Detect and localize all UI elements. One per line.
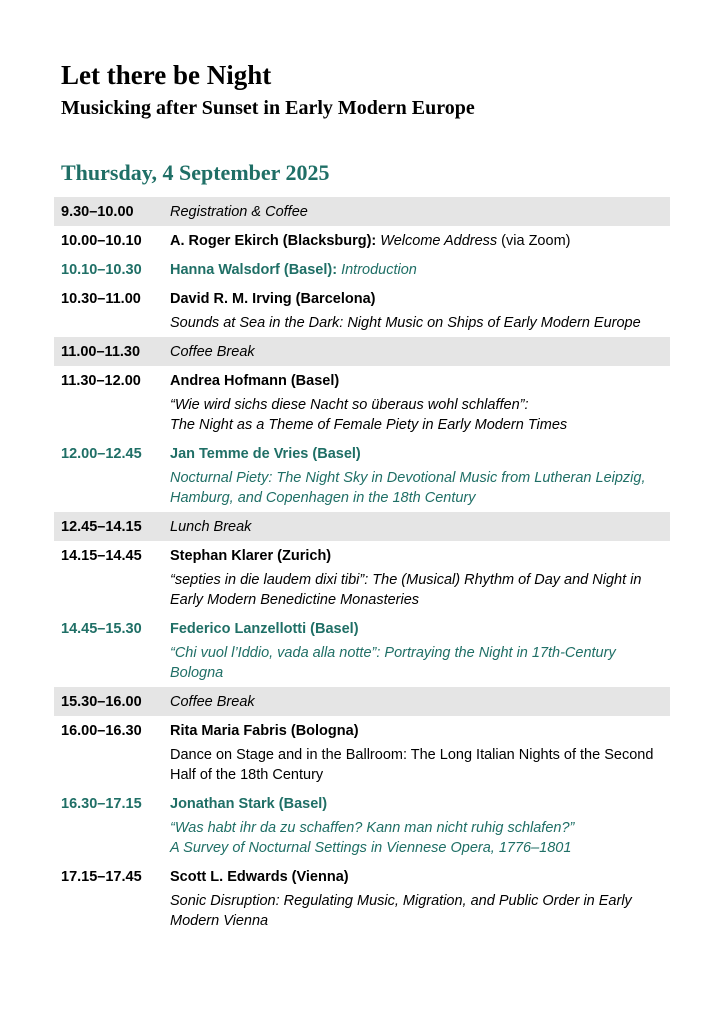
talk-title <box>170 313 664 333</box>
session-time: 11.30–12.00 <box>61 373 141 389</box>
session-details <box>170 517 664 537</box>
schedule-row <box>54 226 670 255</box>
session-time: 14.15–14.45 <box>61 548 142 564</box>
session-details <box>170 260 664 280</box>
schedule-break-row <box>54 337 670 366</box>
speaker-name: Jan Temme de Vries (Basel) <box>170 446 361 462</box>
talk-title-line: “septies in die laudem dixi tibi”: The (Musical) Rhythm of Day and Night in Early Modern Benedictine Monasteries <box>170 572 642 608</box>
session-details <box>170 619 664 683</box>
break-label: Coffee Break <box>170 694 255 710</box>
schedule-row <box>54 439 670 512</box>
page-title: Let there be Night <box>61 60 272 90</box>
session-details <box>170 794 664 858</box>
speaker-line <box>170 546 664 566</box>
session-time: 17.15–17.45 <box>61 869 142 885</box>
schedule-row <box>54 614 670 687</box>
session-time: 15.30–16.00 <box>61 694 142 710</box>
talk-title <box>170 468 664 508</box>
talk-title <box>170 570 664 610</box>
session-time: 10.00–10.10 <box>61 233 142 249</box>
break-label: Coffee Break <box>170 344 255 360</box>
speaker-line <box>170 794 664 814</box>
session-details <box>170 342 664 362</box>
talk-title <box>170 891 664 931</box>
talk-title-line: “Chi vuol l’Iddio, vada alla notte”: Portraying the Night in 17th-Century Bologna <box>170 645 616 681</box>
break-label: Lunch Break <box>170 519 252 535</box>
talk-title-line: Sounds at Sea in the Dark: Night Music on Ships of Early Modern Europe <box>170 315 641 331</box>
session-details <box>170 867 664 931</box>
speaker-line <box>170 260 664 280</box>
talk-title <box>170 745 664 785</box>
speaker-line <box>170 371 664 391</box>
talk-title: Welcome Address <box>380 233 498 249</box>
speaker-name: David R. M. Irving (Barcelona) <box>170 291 376 307</box>
schedule-row <box>54 255 670 284</box>
schedule-break-row <box>54 197 670 226</box>
speaker-name: Stephan Klarer (Zurich) <box>170 548 332 564</box>
session-details <box>170 546 664 610</box>
schedule-row <box>54 716 670 789</box>
schedule-row <box>54 789 670 862</box>
speaker-line <box>170 619 664 639</box>
session-time: 16.00–16.30 <box>61 723 142 739</box>
speaker-name: Andrea Hofmann (Basel) <box>170 373 340 389</box>
session-details <box>170 289 664 333</box>
talk-title: Introduction <box>341 262 417 278</box>
speaker-name: Scott L. Edwards (Vienna) <box>170 869 349 885</box>
session-details <box>170 692 664 712</box>
talk-title-line: The Night as a Theme of Female Piety in Early Modern Times <box>170 417 568 433</box>
session-details <box>170 231 664 251</box>
session-time: 11.00–11.30 <box>61 344 141 360</box>
speaker-line <box>170 289 664 309</box>
schedule-row <box>54 366 670 439</box>
session-details <box>170 371 664 435</box>
schedule <box>54 197 670 935</box>
schedule-break-row <box>54 687 670 716</box>
speaker-name: Rita Maria Fabris (Bologna) <box>170 723 359 739</box>
schedule-row <box>54 862 670 935</box>
session-details <box>170 721 664 785</box>
session-details <box>170 444 664 508</box>
talk-title-line: Sonic Disruption: Regulating Music, Migration, and Public Order in Early Modern Vienna <box>170 893 632 929</box>
session-time: 14.45–15.30 <box>61 621 142 637</box>
session-time: 9.30–10.00 <box>61 204 134 220</box>
session-details <box>170 202 664 222</box>
talk-title-line: Dance on Stage and in the Ballroom: The Long Italian Nights of the Second Half of the 18th Century <box>170 747 654 783</box>
speaker-name: Jonathan Stark (Basel) <box>170 796 328 812</box>
speaker-line <box>170 444 664 464</box>
session-time: 12.00–12.45 <box>61 446 142 462</box>
session-time: 12.45–14.15 <box>61 519 142 535</box>
talk-title <box>170 643 664 683</box>
speaker-line <box>170 867 664 887</box>
talk-title-line: “Was habt ihr da zu schaffen? Kann man nicht ruhig schlafen?” <box>170 820 575 836</box>
break-label: Registration & Coffee <box>170 204 308 220</box>
speaker-name: Federico Lanzellotti (Basel) <box>170 621 359 637</box>
day-heading: Thursday, 4 September 2025 <box>61 160 330 185</box>
schedule-break-row <box>54 512 670 541</box>
talk-title-line: Nocturnal Piety: The Night Sky in Devotional Music from Lutheran Leipzig, Hamburg, and Copenhagen in the 18th Century <box>170 470 646 506</box>
session-time: 10.10–10.30 <box>61 262 142 278</box>
schedule-row <box>54 284 670 337</box>
speaker-name: A. Roger Ekirch (Blacksburg): <box>170 233 377 249</box>
schedule-row <box>54 541 670 614</box>
page-subtitle: Musicking after Sunset in Early Modern Europe <box>61 97 475 119</box>
talk-title <box>170 818 664 858</box>
speaker-name: Hanna Walsdorf (Basel): <box>170 262 338 278</box>
speaker-line <box>170 231 664 251</box>
talk-title-line: A Survey of Nocturnal Settings in Viennese Opera, 1776–1801 <box>170 840 572 856</box>
session-time: 16.30–17.15 <box>61 796 142 812</box>
session-time: 10.30–11.00 <box>61 291 141 307</box>
talk-title <box>170 395 664 435</box>
speaker-line <box>170 721 664 741</box>
talk-note: (via Zoom) <box>497 233 571 249</box>
talk-title-line: “Wie wird sichs diese Nacht so überaus wohl schlaffen”: <box>170 397 529 413</box>
